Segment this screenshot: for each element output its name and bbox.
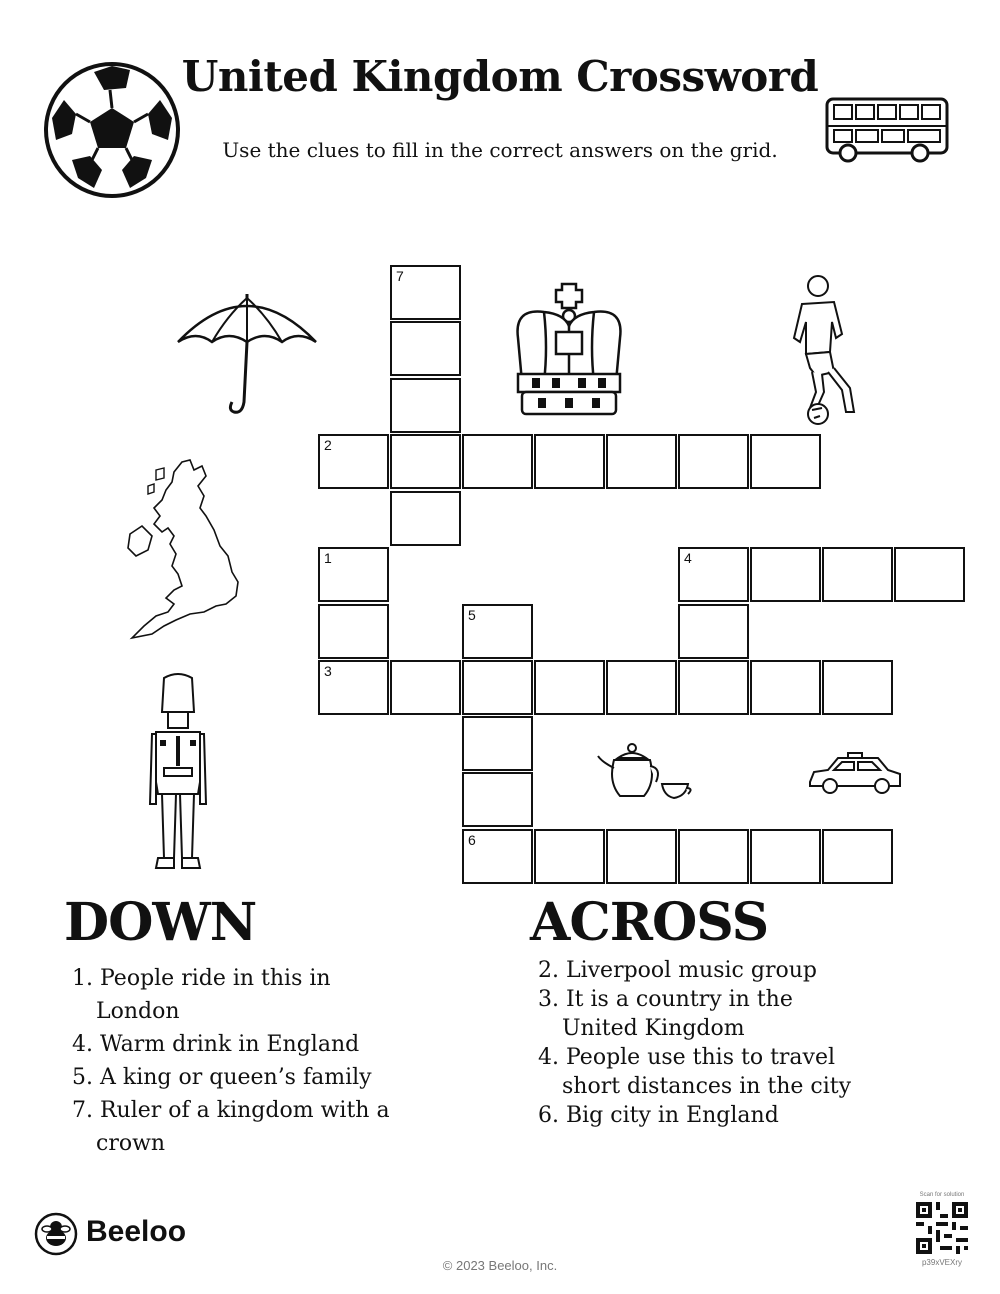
- clue-number: 1: [324, 550, 332, 566]
- grid-cell[interactable]: [678, 547, 749, 602]
- grid-cell[interactable]: [390, 378, 461, 433]
- grid-cell[interactable]: [534, 434, 605, 489]
- down-clue: 4. Warm drink in England: [72, 1032, 360, 1057]
- qr-code-label: p39xVEXry: [921, 1258, 963, 1267]
- grid-cell[interactable]: [462, 434, 533, 489]
- across-clue: 4. People use this to travel short distances in the city: [538, 1045, 852, 1099]
- grid-cell[interactable]: [750, 434, 821, 489]
- grid-cell[interactable]: [462, 716, 533, 771]
- clue-number: 6: [468, 832, 476, 848]
- across-heading: ACROSS: [530, 892, 769, 953]
- umbrella-icon: [172, 290, 322, 420]
- clue-number: 5: [468, 607, 476, 623]
- grid-cell[interactable]: [606, 434, 677, 489]
- grid-cell[interactable]: [534, 829, 605, 884]
- grid-cell[interactable]: [822, 660, 893, 715]
- qr-caption: Scan for solution: [919, 1192, 965, 1198]
- soccer-ball-icon: [42, 60, 182, 200]
- grid-cell[interactable]: [390, 434, 461, 489]
- down-clue: 5. A king or queen’s family: [72, 1065, 372, 1090]
- grid-cell[interactable]: [750, 829, 821, 884]
- grid-cell[interactable]: [678, 434, 749, 489]
- grid-cell[interactable]: [390, 265, 461, 320]
- grid-cell[interactable]: [318, 660, 389, 715]
- royal-guard-icon: [146, 674, 210, 872]
- double-decker-bus-icon: [824, 96, 950, 162]
- soccer-player-icon: [776, 272, 866, 427]
- qr-code-icon[interactable]: [916, 1202, 968, 1254]
- taxi-icon: [806, 752, 904, 796]
- grid-cell[interactable]: [750, 660, 821, 715]
- down-clue-list: [64, 962, 404, 1160]
- grid-cell[interactable]: [894, 547, 965, 602]
- copyright: © 2023 Beeloo, Inc.: [442, 1258, 558, 1273]
- grid-cell[interactable]: [678, 604, 749, 659]
- clue-number: 3: [324, 663, 332, 679]
- grid-cell[interactable]: [534, 660, 605, 715]
- clue-number: 2: [324, 437, 332, 453]
- grid-cell[interactable]: [390, 491, 461, 546]
- grid-cell[interactable]: [318, 547, 389, 602]
- grid-cell[interactable]: [462, 772, 533, 827]
- grid-cell[interactable]: [606, 829, 677, 884]
- grid-cell[interactable]: [318, 434, 389, 489]
- across-clue: 2. Liverpool music group: [538, 958, 817, 983]
- down-clue: 7. Ruler of a kingdom with a crown: [72, 1098, 390, 1156]
- grid-cell[interactable]: [750, 547, 821, 602]
- clue-number: 7: [396, 268, 404, 284]
- brand-name: Beeloo: [86, 1215, 187, 1248]
- grid-cell[interactable]: [462, 660, 533, 715]
- across-clue: 6. Big city in England: [538, 1103, 779, 1128]
- grid-cell[interactable]: [318, 604, 389, 659]
- grid-cell[interactable]: [390, 660, 461, 715]
- teapot-icon: [596, 742, 690, 800]
- page-subtitle: Use the clues to fill in the correct answers on the grid.: [222, 138, 778, 162]
- grid-cell[interactable]: [678, 660, 749, 715]
- down-clue: 1. People ride in this in London: [72, 966, 331, 1024]
- grid-cell[interactable]: [606, 660, 677, 715]
- uk-map-icon: [124, 456, 254, 642]
- across-clue-list: [530, 956, 870, 1130]
- down-heading: DOWN: [64, 892, 257, 953]
- across-clue: 3. It is a country in the United Kingdom: [538, 987, 793, 1041]
- grid-cell[interactable]: [822, 547, 893, 602]
- grid-cell[interactable]: [462, 829, 533, 884]
- grid-cell[interactable]: [390, 321, 461, 376]
- grid-cell[interactable]: [822, 829, 893, 884]
- bee-logo-icon: [34, 1212, 78, 1256]
- crown-icon: [504, 278, 634, 420]
- grid-cell[interactable]: [678, 829, 749, 884]
- page-title: United Kingdom Crossword: [181, 52, 819, 101]
- grid-cell[interactable]: [462, 604, 533, 659]
- clue-number: 4: [684, 550, 692, 566]
